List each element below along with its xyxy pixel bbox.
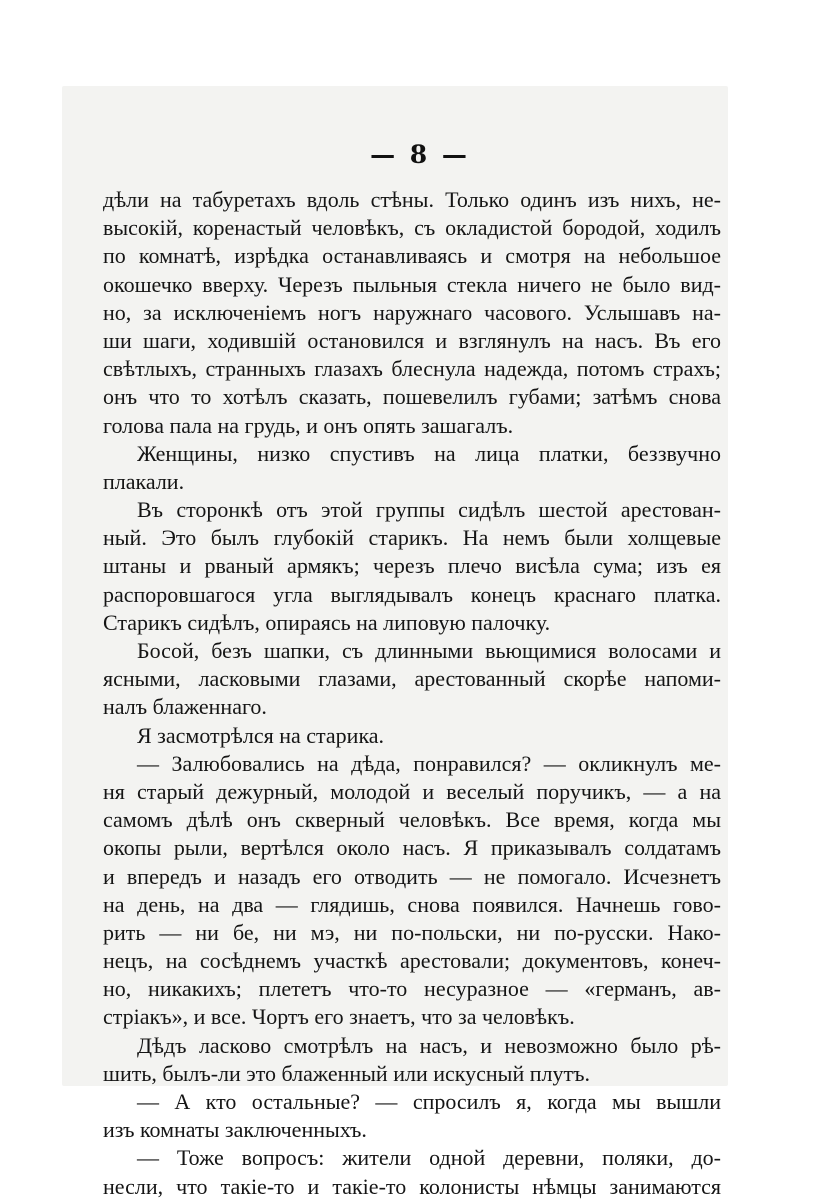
text-line: нецъ, на сосѣднемъ участкѣ арестовали; документовъ, конеч-	[103, 948, 721, 974]
text-line: окошечко вверху. Черезъ пыльныя стекла ничего не было вид-	[103, 271, 721, 297]
text-line: на день, на два — глядишь, снова появился. Начнешь гово-	[103, 891, 721, 917]
text-line: Дѣдъ ласково смотрѣлъ на насъ, и невозможно было рѣ-	[137, 1032, 721, 1058]
text-line: дѣли на табуретахъ вдоль стѣны. Только одинъ изъ нихъ, не-	[103, 187, 721, 212]
text-line: рить — ни бе, ни мэ, ни по-польски, ни по-русски. Нако-	[103, 919, 721, 945]
text-line: Босой, безъ шапки, съ длинными вьющимися волосами и	[137, 638, 721, 663]
text-line: ши шаги, ходившій остановился и взглянулъ на насъ. Въ его	[103, 327, 721, 353]
text-line: распоровшагося угла выглядывалъ конецъ краснаго платка.	[103, 581, 721, 607]
text-line: ясными, ласковыми глазами, арестованный скорѣе напоми-	[103, 666, 721, 692]
text-line: ня старый дежурный, молодой и веселый поручикъ, — а на	[103, 778, 721, 804]
text-line: свѣтлыхъ, странныхъ глазахъ блеснула надежда, потомъ страхъ;	[103, 356, 721, 382]
text-line: но, никакихъ; плететъ что-то несуразное — «германъ, ав-	[103, 976, 721, 1002]
text-line: штаны и рваный армякъ; черезъ плечо висѣла сума; изъ ея	[103, 553, 721, 579]
text-line: самомъ дѣлѣ онъ скверный человѣкъ. Все время, когда мы	[103, 807, 721, 833]
text-line: окопы рыли, вертѣлся около насъ. Я приказывалъ солдатамъ	[103, 835, 721, 861]
text-line: изъ комнаты заключенныхъ.	[103, 1117, 367, 1143]
text-line: онъ что то хотѣлъ сказать, пошевелилъ губами; затѣмъ снова	[103, 384, 721, 410]
text-line: Женщины, низко спустивъ на лица платки, беззвучно	[137, 440, 721, 466]
text-line: высокій, коренастый человѣкъ, съ окладистой бородой, ходилъ	[103, 215, 721, 241]
text-line: шить, былъ-ли это блаженный или искусный плутъ.	[103, 1060, 590, 1086]
text-line: ный. Это былъ глубокій старикъ. На немъ были холщевые	[103, 525, 721, 551]
text-line: Я засмотрѣлся на старика.	[137, 722, 385, 748]
text-line: несли, что такіе-то и такіе-то колонисты нѣмцы занимаются	[103, 1173, 721, 1199]
page-number: — 8 —	[370, 140, 470, 169]
text-line: Въ сторонкѣ отъ этой группы сидѣлъ шестой арестован-	[137, 497, 721, 523]
text-line: но, за исключеніемъ ногъ наружнаго часового. Услышавъ на-	[103, 299, 721, 325]
text-line: — Залюбовались на дѣда, понравился? — окликнулъ ме-	[137, 750, 721, 776]
text-line: плакали.	[103, 468, 185, 494]
text-line: — А кто остальные? — спросилъ я, когда мы вышли	[137, 1089, 721, 1114]
text-line: налъ блаженнаго.	[103, 694, 267, 720]
text-line: голова пала на грудь, и онъ опять зашагалъ.	[103, 412, 514, 438]
text-line: Старикъ сидѣлъ, опираясь на липовую палочку.	[103, 609, 551, 635]
text-line: стріакъ», и все. Чортъ его знаетъ, что за человѣкъ.	[103, 1004, 575, 1030]
text-line: — Тоже вопросъ: жители одной деревни, поляки, до-	[137, 1145, 721, 1171]
body-text	[103, 186, 721, 1201]
text-line: по комнатѣ, изрѣдка останавливаясь и смотря на небольшое	[103, 243, 721, 269]
text-line: и впередъ и назадъ его отводить — не помогало. Исчезнетъ	[103, 863, 721, 889]
